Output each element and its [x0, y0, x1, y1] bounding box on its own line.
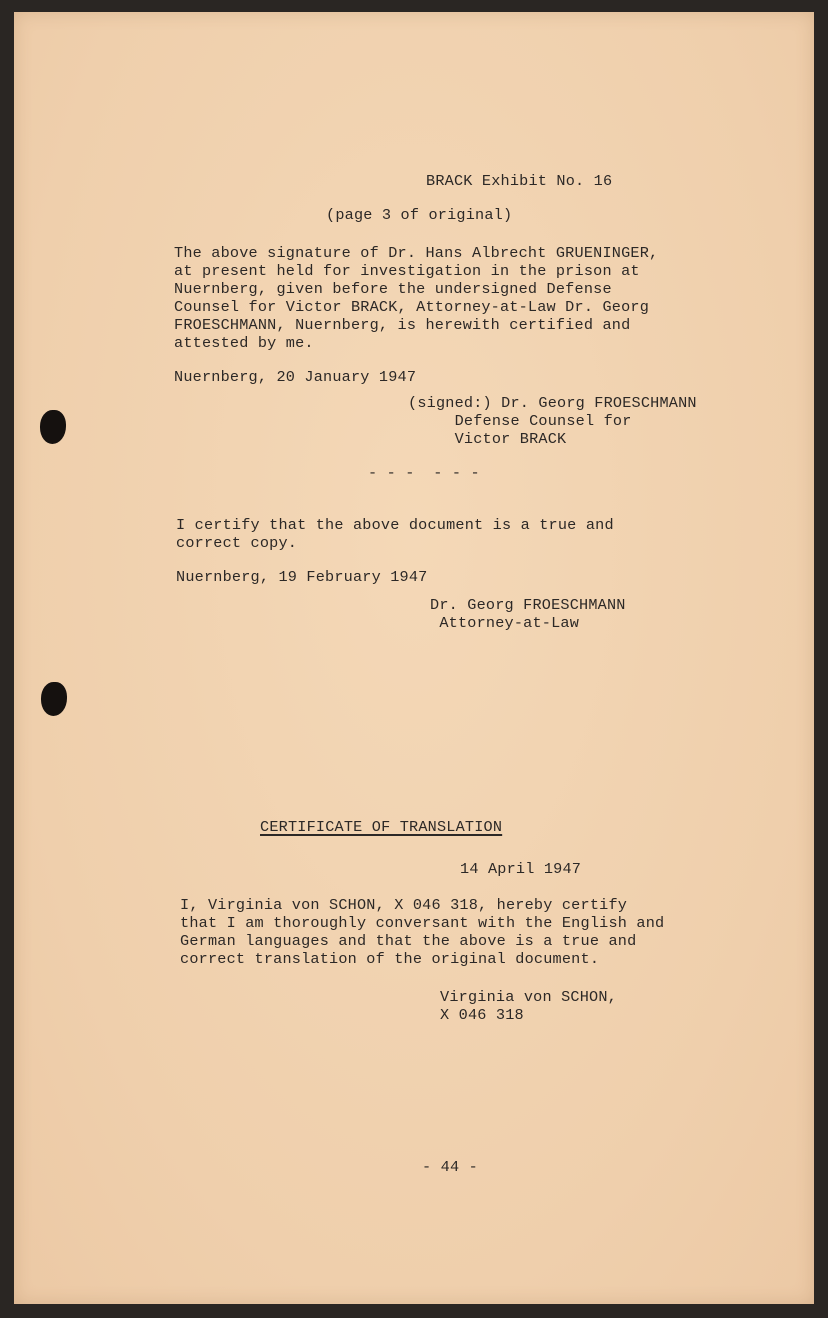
translation-certificate-title: CERTIFICATE OF TRANSLATION — [260, 818, 503, 836]
page-number: - 44 - — [422, 1158, 478, 1176]
section-separator: - - - - - - — [368, 464, 480, 482]
copy-place-date: Nuernberg, 19 February 1947 — [176, 568, 428, 586]
punch-hole — [41, 682, 67, 716]
signature-line: Defense Counsel for — [408, 412, 632, 430]
text-line: I, Virginia von SCHON, X 046 318, hereby certify — [180, 896, 628, 914]
text-line: correct copy. — [176, 534, 298, 552]
text-line: that I am thoroughly conversant with the English and — [180, 914, 665, 932]
document-page — [14, 12, 814, 1304]
text-line: I certify that the above document is a true and — [176, 516, 614, 534]
text-line: attested by me. — [174, 334, 314, 352]
text-line: FROESCHMANN, Nuernberg, is herewith certified and — [174, 316, 631, 334]
signature-line: Virginia von SCHON, — [440, 988, 617, 1006]
signature-line: Victor BRACK — [408, 430, 567, 448]
exhibit-heading: BRACK Exhibit No. 16 — [426, 172, 613, 190]
text-line: The above signature of Dr. Hans Albrecht GRUENINGER, — [174, 244, 659, 262]
signature-line: X 046 318 — [440, 1006, 524, 1024]
text-line: correct translation of the original document. — [180, 950, 600, 968]
text-line: Counsel for Victor BRACK, Attorney-at-Law Dr. Georg — [174, 298, 650, 316]
translation-date: 14 April 1947 — [460, 860, 582, 878]
punch-hole — [40, 410, 66, 444]
signature-line: (signed:) Dr. Georg FROESCHMANN — [408, 394, 697, 412]
attestation-place-date: Nuernberg, 20 January 1947 — [174, 368, 417, 386]
text-line: German languages and that the above is a true and — [180, 932, 637, 950]
text-line: Nuernberg, given before the undersigned Defense — [174, 280, 612, 298]
page-reference: (page 3 of original) — [326, 206, 513, 224]
signature-line: Attorney-at-Law — [430, 614, 580, 632]
text-line: at present held for investigation in the prison at — [174, 262, 640, 280]
signature-line: Dr. Georg FROESCHMANN — [430, 596, 626, 614]
